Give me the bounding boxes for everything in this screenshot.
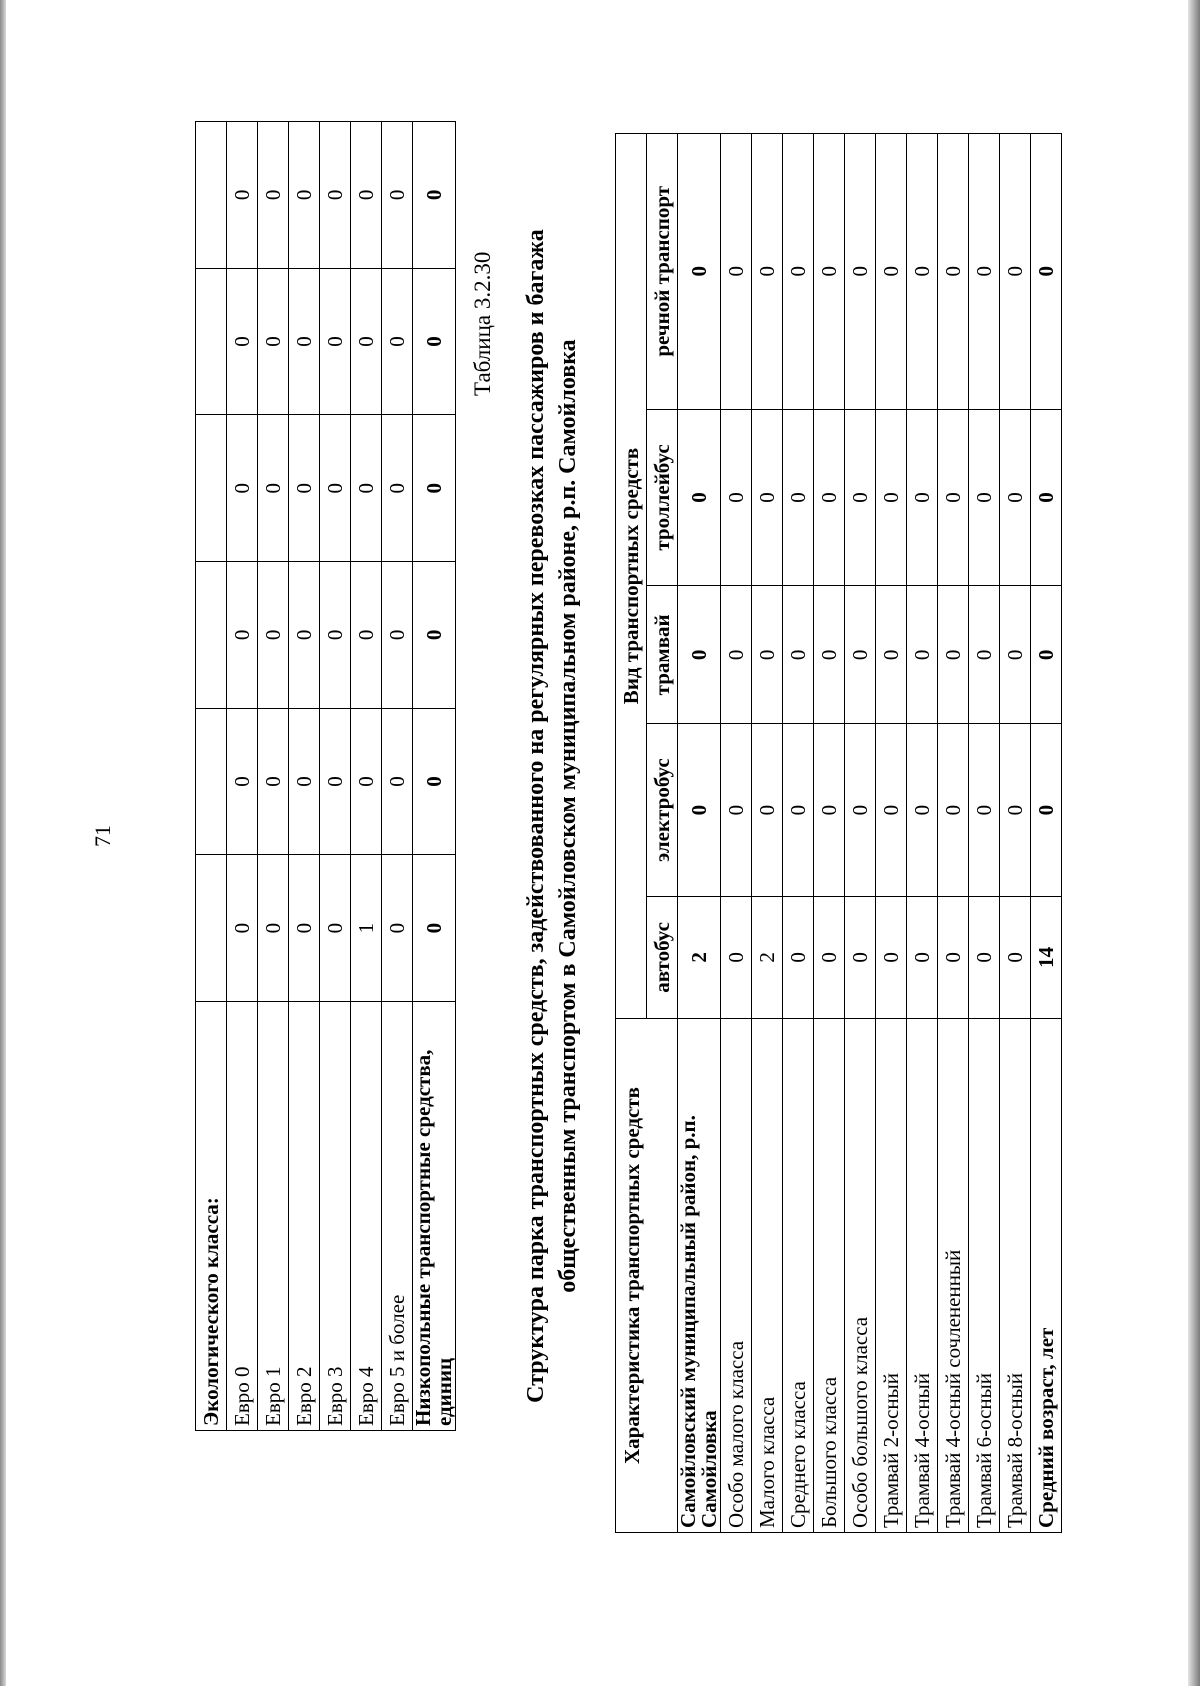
value-cell: 0 <box>969 134 1000 410</box>
euro-row <box>320 122 351 1431</box>
column-header: трамвай <box>647 586 678 724</box>
value-cell: 0 <box>320 268 351 415</box>
value-cell: 0 <box>845 724 876 896</box>
value-cell <box>196 855 227 1002</box>
value-cell: 0 <box>752 134 783 410</box>
value-cell: 0 <box>814 134 845 410</box>
page-number: 71 <box>90 825 115 847</box>
value-cell <box>196 562 227 709</box>
column-header: электробус <box>647 724 678 896</box>
vehicle-row <box>678 134 721 1533</box>
row-label: Особо большого класса <box>845 1019 876 1533</box>
value-cell: 0 <box>907 896 938 1018</box>
header-characteristic: Характеристика транспортных средств <box>616 1019 678 1533</box>
value-cell: 0 <box>351 562 382 709</box>
row-label: Евро 4 <box>351 1002 382 1431</box>
euro-row <box>196 122 227 1431</box>
value-cell <box>196 415 227 562</box>
value-cell: 0 <box>258 855 289 1002</box>
value-cell: 0 <box>938 586 969 724</box>
value-cell: 0 <box>289 562 320 709</box>
vehicle-row <box>969 134 1000 1533</box>
row-label: Евро 2 <box>289 1002 320 1431</box>
vehicle-structure-table-body <box>678 134 1062 1533</box>
value-cell: 0 <box>413 122 456 269</box>
row-label: Евро 0 <box>227 1002 258 1431</box>
row-label: Низкопольные транспортные средства, единиц <box>413 1002 456 1431</box>
value-cell: 0 <box>1000 896 1031 1018</box>
value-cell: 0 <box>413 268 456 415</box>
value-cell: 0 <box>320 122 351 269</box>
value-cell: 0 <box>1031 724 1062 896</box>
value-cell: 0 <box>320 855 351 1002</box>
value-cell: 0 <box>721 896 752 1018</box>
row-label: Экологического класса: <box>196 1002 227 1431</box>
value-cell: 0 <box>721 409 752 586</box>
value-cell: 0 <box>969 896 1000 1018</box>
value-cell: 0 <box>1031 134 1062 410</box>
value-cell: 0 <box>876 586 907 724</box>
value-cell: 0 <box>814 409 845 586</box>
value-cell: 0 <box>721 724 752 896</box>
column-header: автобус <box>647 896 678 1018</box>
value-cell: 0 <box>382 562 413 709</box>
value-cell: 0 <box>1000 409 1031 586</box>
row-label: Евро 5 и более <box>382 1002 413 1431</box>
value-cell: 0 <box>1031 586 1062 724</box>
row-label: Особо малого класса <box>721 1019 752 1533</box>
vehicle-structure-table-head <box>616 134 678 1533</box>
value-cell <box>196 268 227 415</box>
value-cell: 0 <box>258 708 289 855</box>
value-cell: 0 <box>752 586 783 724</box>
row-label: Трамвай 4-осный сочлененный <box>938 1019 969 1533</box>
value-cell: 0 <box>845 134 876 410</box>
value-cell: 0 <box>320 562 351 709</box>
value-cell: 0 <box>938 896 969 1018</box>
value-cell: 0 <box>845 409 876 586</box>
value-cell: 0 <box>678 586 721 724</box>
row-label: Евро 3 <box>320 1002 351 1431</box>
value-cell: 0 <box>351 122 382 269</box>
row-label: Самойловский муниципальный район, р.п. Самойловка <box>678 1019 721 1533</box>
value-cell: 0 <box>969 409 1000 586</box>
value-cell: 0 <box>907 409 938 586</box>
vehicle-row <box>1031 134 1062 1533</box>
row-label: Трамвай 2-осный <box>876 1019 907 1533</box>
table-title-line1: Структура парка транспортных средств, задействованного на регулярных перевозках пассажиров и багажа <box>523 229 549 1403</box>
euro-class-table-body <box>196 122 456 1431</box>
value-cell: 0 <box>678 134 721 410</box>
value-cell: 0 <box>721 586 752 724</box>
value-cell: 0 <box>289 268 320 415</box>
value-cell: 14 <box>1031 896 1062 1018</box>
value-cell: 0 <box>351 268 382 415</box>
value-cell: 0 <box>382 855 413 1002</box>
value-cell: 0 <box>227 708 258 855</box>
value-cell: 0 <box>845 896 876 1018</box>
value-cell: 0 <box>413 708 456 855</box>
value-cell <box>196 708 227 855</box>
value-cell: 0 <box>351 415 382 562</box>
value-cell: 1 <box>351 855 382 1002</box>
euro-row <box>413 122 456 1431</box>
vehicle-row <box>814 134 845 1533</box>
row-label: Большого класса <box>814 1019 845 1533</box>
value-cell: 0 <box>289 122 320 269</box>
header-row-1 <box>616 134 647 1533</box>
value-cell: 0 <box>258 122 289 269</box>
value-cell: 0 <box>413 562 456 709</box>
value-cell: 0 <box>907 586 938 724</box>
euro-row <box>382 122 413 1431</box>
row-label: Трамвай 4-осный <box>907 1019 938 1533</box>
row-label: Малого класса <box>752 1019 783 1533</box>
value-cell: 0 <box>258 415 289 562</box>
value-cell: 0 <box>876 134 907 410</box>
value-cell: 2 <box>752 896 783 1018</box>
value-cell: 0 <box>907 134 938 410</box>
value-cell: 0 <box>413 415 456 562</box>
row-label: Трамвай 8-осный <box>1000 1019 1031 1533</box>
row-label: Средний возраст, лет <box>1031 1019 1062 1533</box>
value-cell: 0 <box>382 122 413 269</box>
vehicle-row <box>721 134 752 1533</box>
value-cell: 0 <box>382 708 413 855</box>
value-cell: 0 <box>1000 134 1031 410</box>
value-cell: 0 <box>320 708 351 855</box>
value-cell: 0 <box>678 409 721 586</box>
value-cell: 0 <box>876 896 907 1018</box>
euro-row <box>227 122 258 1431</box>
value-cell: 0 <box>783 724 814 896</box>
value-cell: 0 <box>258 268 289 415</box>
value-cell: 0 <box>1000 724 1031 896</box>
value-cell: 0 <box>289 415 320 562</box>
value-cell: 0 <box>227 562 258 709</box>
value-cell: 0 <box>783 586 814 724</box>
column-header: троллейбус <box>647 409 678 586</box>
value-cell: 0 <box>289 855 320 1002</box>
value-cell: 0 <box>678 724 721 896</box>
euro-row <box>289 122 320 1431</box>
value-cell: 0 <box>876 724 907 896</box>
value-cell: 0 <box>814 586 845 724</box>
value-cell: 0 <box>413 855 456 1002</box>
value-cell: 0 <box>351 708 382 855</box>
value-cell: 0 <box>814 724 845 896</box>
value-cell: 0 <box>1031 409 1062 586</box>
value-cell: 0 <box>1000 586 1031 724</box>
value-cell: 0 <box>227 122 258 269</box>
value-cell: 0 <box>382 415 413 562</box>
value-cell: 0 <box>752 409 783 586</box>
value-cell: 0 <box>258 562 289 709</box>
header-vehicle-type: Вид транспортных средств <box>616 134 647 1019</box>
euro-row <box>351 122 382 1431</box>
value-cell: 2 <box>678 896 721 1018</box>
value-cell <box>196 122 227 269</box>
vehicle-row <box>907 134 938 1533</box>
value-cell: 0 <box>969 586 1000 724</box>
row-label: Трамвай 6-осный <box>969 1019 1000 1533</box>
vehicle-row <box>752 134 783 1533</box>
value-cell: 0 <box>227 268 258 415</box>
value-cell: 0 <box>721 134 752 410</box>
table-title-line2: общественным транспортом в Самойловском муниципальном районе, р.п. Самойловка <box>555 339 581 1293</box>
value-cell: 0 <box>752 724 783 896</box>
value-cell: 0 <box>783 134 814 410</box>
vehicle-structure-table <box>615 133 1062 1533</box>
value-cell: 0 <box>938 134 969 410</box>
value-cell: 0 <box>320 415 351 562</box>
vehicle-row <box>938 134 969 1533</box>
value-cell: 0 <box>814 896 845 1018</box>
value-cell: 0 <box>938 724 969 896</box>
column-header: речной транспорт <box>647 134 678 410</box>
value-cell: 0 <box>845 586 876 724</box>
value-cell: 0 <box>382 268 413 415</box>
table-caption: Таблица 3.2.30 <box>470 251 495 396</box>
value-cell: 0 <box>783 896 814 1018</box>
value-cell: 0 <box>876 409 907 586</box>
euro-row <box>258 122 289 1431</box>
vehicle-row <box>876 134 907 1533</box>
vehicle-row <box>1000 134 1031 1533</box>
value-cell: 0 <box>783 409 814 586</box>
value-cell: 0 <box>289 708 320 855</box>
value-cell: 0 <box>227 855 258 1002</box>
vehicle-row <box>845 134 876 1533</box>
row-label: Среднего класса <box>783 1019 814 1533</box>
value-cell: 0 <box>969 724 1000 896</box>
value-cell: 0 <box>227 415 258 562</box>
euro-class-table <box>195 121 456 1431</box>
row-label: Евро 1 <box>258 1002 289 1431</box>
value-cell: 0 <box>907 724 938 896</box>
value-cell: 0 <box>938 409 969 586</box>
table-title <box>520 146 584 1486</box>
vehicle-row <box>783 134 814 1533</box>
